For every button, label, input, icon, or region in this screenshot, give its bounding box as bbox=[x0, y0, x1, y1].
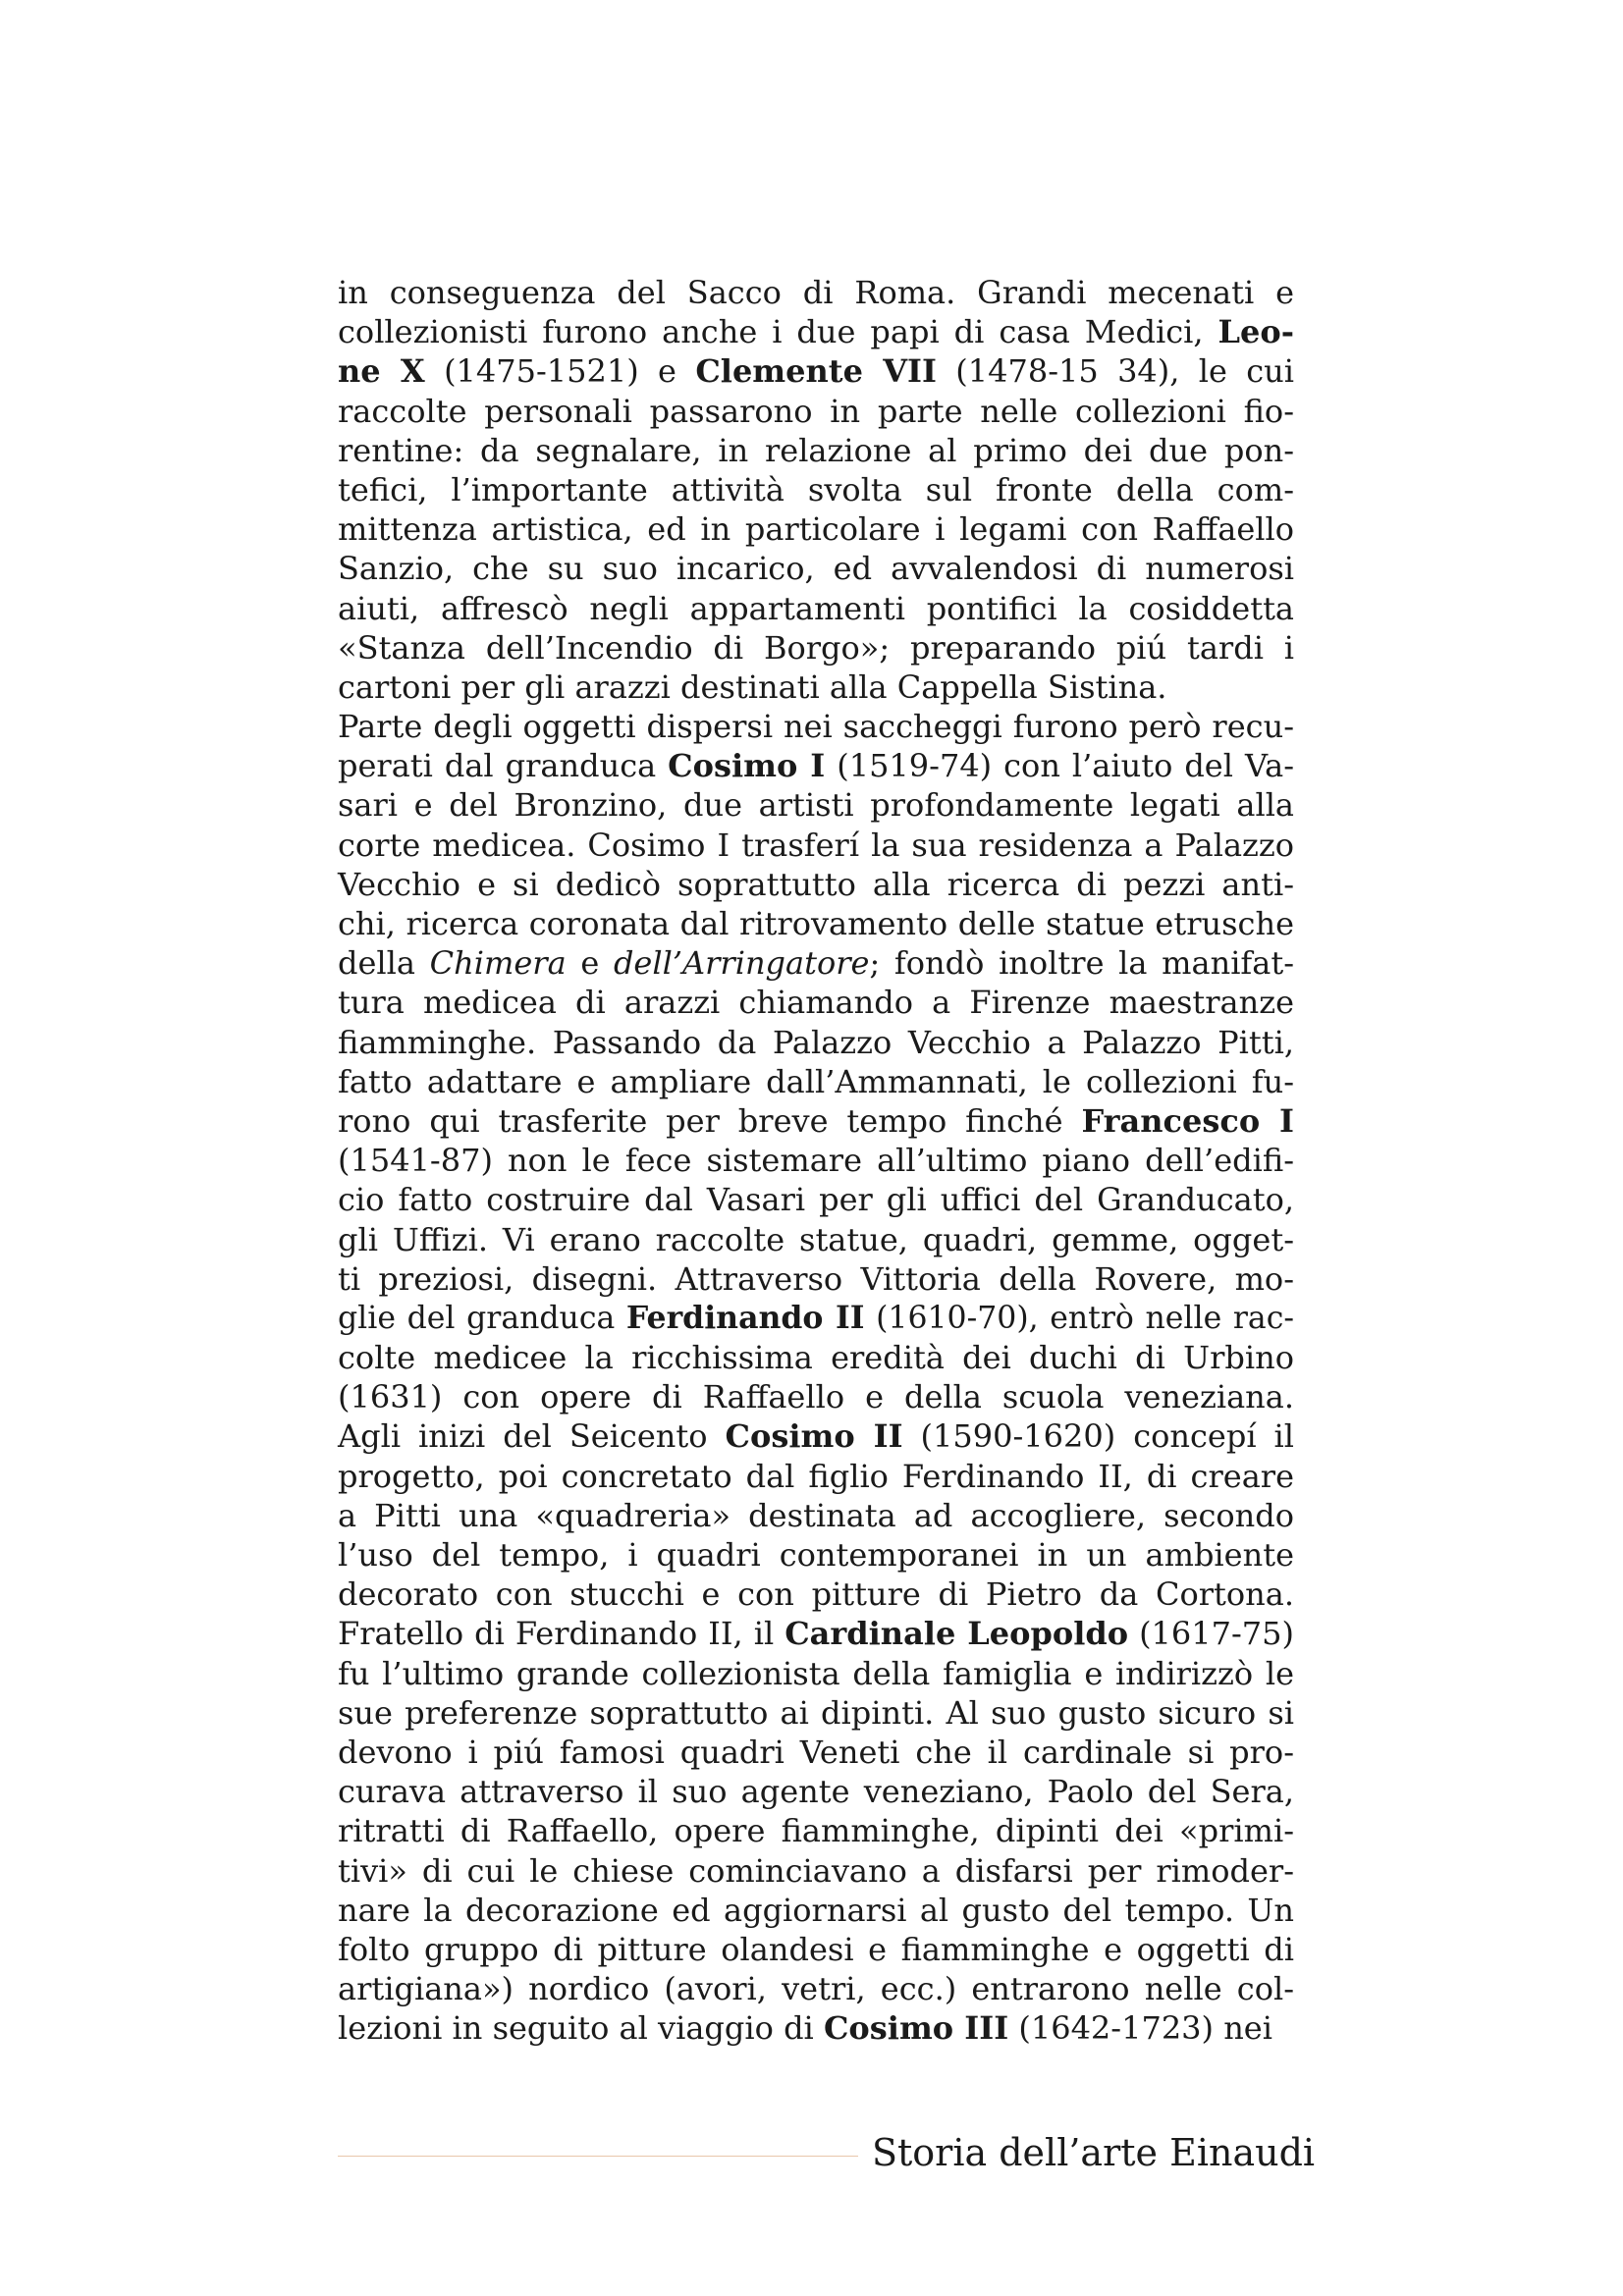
bold-name: Cardinale Leopoldo bbox=[784, 1615, 1129, 1653]
text-line bbox=[338, 1457, 1294, 1496]
text-line bbox=[338, 1062, 1294, 1101]
text-line bbox=[338, 785, 1294, 825]
text-line bbox=[338, 1101, 1294, 1141]
text-line bbox=[338, 312, 1294, 351]
bold-name: Clemente VII bbox=[695, 352, 937, 391]
text-segment: nare la decorazione ed aggiornarsi al gusto del tempo. Un bbox=[338, 1891, 1294, 1929]
text-line bbox=[338, 1023, 1294, 1062]
text-segment: (1642-1723) nei bbox=[1008, 2009, 1272, 2048]
text-segment: Vecchio e si dedicò soprattutto alla ricerca di pezzi anti- bbox=[338, 865, 1294, 903]
text-line bbox=[338, 1535, 1294, 1575]
text-segment: mittenza artistica, ed in particolare i legami con Raffaello bbox=[338, 510, 1294, 549]
text-segment: Sanzio, che su suo incarico, ed avvalendosi di numerosi bbox=[338, 550, 1294, 588]
text-line bbox=[338, 1377, 1294, 1416]
text-segment: a Pitti una «quadreria» destinata ad accogliere, secondo bbox=[338, 1496, 1294, 1534]
text-segment: ritratti di Raffaello, opere fiamminghe, dipinti dei «primi- bbox=[338, 1812, 1294, 1850]
bold-name: Cosimo I bbox=[668, 747, 826, 785]
text-line bbox=[338, 1259, 1294, 1299]
text-line bbox=[338, 1338, 1294, 1377]
text-segment: (1590-1620) concepí il bbox=[902, 1417, 1295, 1456]
text-segment: tura medicea di arazzi chiamando a Firenze maestranze bbox=[338, 984, 1294, 1022]
text-segment: rono qui trasferite per breve tempo finché bbox=[338, 1101, 1082, 1140]
text-line bbox=[338, 431, 1294, 470]
text-line bbox=[338, 1693, 1294, 1733]
text-segment: ; fondò inoltre la manifat- bbox=[869, 944, 1295, 983]
text-segment: perati dal granduca bbox=[338, 747, 669, 785]
text-line bbox=[338, 1180, 1294, 1219]
text-line bbox=[338, 1891, 1294, 1930]
text-segment: colte medicee la ricchissima eredità dei duchi di Urbino bbox=[338, 1339, 1294, 1377]
bold-name: Ferdinando II bbox=[625, 1299, 865, 1336]
text-line bbox=[338, 865, 1294, 904]
text-segment: sari e del Bronzino, due artisti profondamente legati alla bbox=[338, 786, 1294, 825]
text-segment: tefici, l’importante attività svolta sul fronte della com- bbox=[338, 470, 1294, 508]
italic-title: dell’Arringatore bbox=[613, 944, 870, 983]
text-segment: chi, ricerca coronata dal ritrovamento delle statue etrusche bbox=[338, 905, 1294, 942]
text-line bbox=[338, 1733, 1294, 1772]
bold-name: Leo- bbox=[1217, 313, 1294, 351]
text-line bbox=[338, 273, 1294, 312]
text-line bbox=[338, 1575, 1294, 1614]
text-segment: devono i piú famosi quadri Veneti che il cardinale si pro- bbox=[338, 1733, 1294, 1771]
text-segment: cio fatto costruire dal Vasari per gli uffici del Granducato, bbox=[338, 1181, 1294, 1219]
text-segment: fu l’ultimo grande collezionista della famiglia e indirizzò le bbox=[338, 1654, 1294, 1692]
text-line bbox=[338, 943, 1294, 983]
text-segment: Parte degli oggetti dispersi nei saccheggi furono però recu- bbox=[338, 708, 1294, 746]
text-line bbox=[338, 351, 1294, 391]
text-segment: in conseguenza del Sacco di Roma. Grandi mecenati e bbox=[338, 274, 1294, 311]
text-segment: artigiana») nordico (avori, vetri, ecc.) entrarono nelle col- bbox=[338, 1970, 1294, 2008]
text-segment: sue preferenze soprattutto ai dipinti. Al suo gusto sicuro si bbox=[338, 1693, 1294, 1732]
text-segment: della bbox=[338, 944, 430, 983]
text-segment: raccolte personali passarono in parte nelle collezioni fio- bbox=[338, 392, 1294, 430]
text-segment: (1631) con opere di Raffaello e della scuola veneziana. bbox=[338, 1378, 1294, 1416]
text-segment: fiamminghe. Passando da Palazzo Vecchio a Palazzo Pitti, bbox=[338, 1023, 1294, 1061]
text-line bbox=[338, 1811, 1294, 1850]
bold-name: Francesco I bbox=[1081, 1101, 1295, 1140]
footer-rule bbox=[338, 2156, 858, 2157]
text-line bbox=[338, 1220, 1294, 1259]
text-segment: (1475-1521) e bbox=[424, 352, 696, 391]
text-segment: corte medicea. Cosimo I trasferí la sua residenza a Palazzo bbox=[338, 826, 1294, 864]
body-text bbox=[338, 273, 1294, 2048]
text-line bbox=[338, 392, 1294, 431]
text-line bbox=[338, 707, 1294, 746]
text-segment: decorato con stucchi e con pitture di Pietro da Cortona. bbox=[338, 1575, 1294, 1614]
text-line bbox=[338, 628, 1294, 667]
text-segment: gli Uffizi. Vi erano raccolte statue, quadri, gemme, ogget- bbox=[338, 1220, 1294, 1258]
text-segment: fatto adattare e ampliare dall’Ammannati, le collezioni fu- bbox=[338, 1062, 1294, 1100]
text-line bbox=[338, 1299, 1294, 1338]
text-line bbox=[338, 667, 1294, 707]
bold-name: Cosimo II bbox=[725, 1417, 903, 1456]
text-segment: ti preziosi, disegni. Attraverso Vittoria della Rovere, mo- bbox=[338, 1259, 1294, 1298]
text-line bbox=[338, 1416, 1294, 1456]
text-line bbox=[338, 589, 1294, 628]
text-line bbox=[338, 826, 1294, 865]
text-segment: glie del granduca bbox=[338, 1300, 626, 1336]
text-line bbox=[338, 1930, 1294, 1969]
text-segment: curava attraverso il suo agente veneziano, Paolo del Sera, bbox=[338, 1773, 1294, 1811]
text-line bbox=[338, 983, 1294, 1022]
footer-title: Storia dell’arte Einaudi bbox=[872, 2131, 1316, 2174]
text-line bbox=[338, 1141, 1294, 1180]
text-segment: lezioni in seguito al viaggio di bbox=[338, 2009, 824, 2048]
text-line bbox=[338, 1772, 1294, 1811]
text-segment: l’uso del tempo, i quadri contemporanei in un ambiente bbox=[338, 1536, 1294, 1574]
text-segment: rentine: da segnalare, in relazione al primo dei due pon- bbox=[338, 431, 1294, 469]
text-segment: (1478-15 34), le cui bbox=[936, 352, 1295, 391]
text-line bbox=[338, 1969, 1294, 2008]
text-segment: aiuti, affrescò negli appartamenti pontifici la cosiddetta bbox=[338, 589, 1294, 627]
text-segment: e bbox=[566, 944, 614, 983]
text-segment: Agli inizi del Seicento bbox=[338, 1417, 726, 1456]
bold-name: Cosimo III bbox=[823, 2009, 1009, 2048]
text-line bbox=[338, 746, 1294, 785]
text-segment: progetto, poi concretato dal figlio Ferdinando II, di creare bbox=[338, 1457, 1294, 1495]
text-segment: tivi» di cui le chiese cominciavano a disfarsi per rimoder- bbox=[338, 1851, 1294, 1890]
text-line bbox=[338, 2008, 1294, 2048]
text-line bbox=[338, 549, 1294, 588]
text-segment: (1610-70), entrò nelle rac- bbox=[864, 1300, 1294, 1336]
text-segment: folto gruppo di pitture olandesi e fiamminghe e oggetti di bbox=[338, 1930, 1294, 1968]
text-segment: (1541-87) non le fece sistemare all’ultimo piano dell’edifi- bbox=[338, 1142, 1294, 1180]
text-line bbox=[338, 1614, 1294, 1653]
text-line bbox=[338, 1654, 1294, 1693]
text-line bbox=[338, 509, 1294, 549]
text-segment: (1519-74) con l’aiuto del Va- bbox=[825, 747, 1294, 785]
text-segment: collezionisti furono anche i due papi di casa Medici, bbox=[338, 313, 1218, 351]
bold-name: ne X bbox=[338, 352, 425, 391]
text-line bbox=[338, 1851, 1294, 1891]
text-line bbox=[338, 1496, 1294, 1535]
text-segment: cartoni per gli arazzi destinati alla Cappella Sistina. bbox=[338, 667, 1167, 706]
text-line bbox=[338, 470, 1294, 509]
text-segment: Fratello di Ferdinando II, il bbox=[338, 1615, 785, 1653]
italic-title: Chimera bbox=[429, 944, 567, 983]
text-segment: (1617-75) bbox=[1128, 1615, 1295, 1653]
text-line bbox=[338, 904, 1294, 943]
text-segment: «Stanza dell’Incendio di Borgo»; preparando piú tardi i bbox=[338, 628, 1294, 667]
